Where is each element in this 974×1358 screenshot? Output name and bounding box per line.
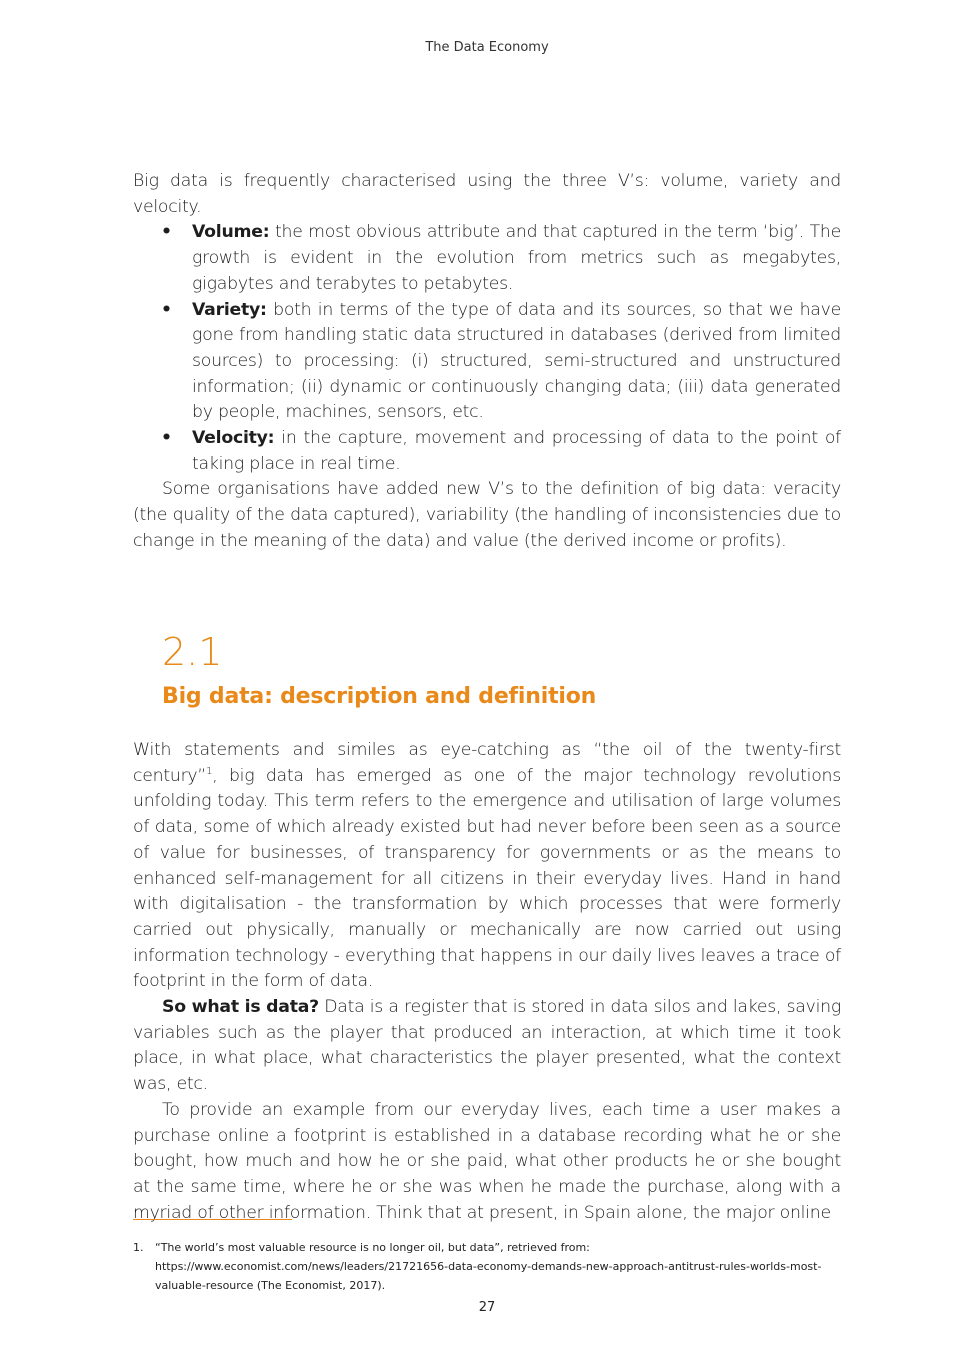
page-number: 27 xyxy=(478,1300,496,1315)
section-number: 2.1 xyxy=(162,630,223,674)
running-header: The Data Economy xyxy=(425,40,549,55)
paragraph-3: To provide an example from our everyday lives, each time a user makes a purchase online a footprint is established in a database recording what he or she bought, how much and how he or she paid, what other products he or she bought at the same time, where he or she was when he made the purchase, along with a myriad of other information. Think that at present, in Spain alone, the major online xyxy=(133,1099,841,1223)
footnote-divider xyxy=(133,1219,292,1220)
footnote-number: 1. xyxy=(133,1241,144,1254)
intro-lead: Big data is frequently characterised using the three V’s: volume, variety and velocity. xyxy=(133,171,841,217)
bullet-icon: • xyxy=(161,299,172,320)
list-item-volume xyxy=(133,220,841,297)
list-item-velocity xyxy=(133,426,841,477)
footnote-ref[interactable]: 1 xyxy=(206,765,213,777)
bullet-term: Velocity: xyxy=(192,428,275,449)
intro-section xyxy=(133,169,841,555)
main-text xyxy=(133,738,841,1226)
paragraph-1 xyxy=(133,738,841,995)
bullet-term: Volume: xyxy=(192,222,270,243)
list-item-variety xyxy=(133,298,841,427)
bullet-text: the most obvious attribute and that captured in the term ‘big’. The growth is evident in the evolution from metrics such as megabytes, gigabytes and terabytes to petabytes. xyxy=(192,222,841,294)
bullet-icon: • xyxy=(161,428,172,449)
paragraph-1-end: , big data has emerged as one of the major technology revolutions unfolding today. This term refers to the emergence and utilisation of large volumes of data, some of which already existed but had never before been seen as a source of value for businesses, of transparency for governments or as the means to enhanced self-management for all citizens in their everyday lives. Hand in hand with digitalisation - the transformation by which processes that were formerly carried out physically, manually or mechanically are now carried out using information technology - everything that happens in our daily lives leaves a trace of footprint in the form of data. xyxy=(133,765,841,992)
bullet-text: in the capture, movement and processing of data to the point of taking place in real time. xyxy=(192,428,841,474)
intro-closing: Some organisations have added new V’s to the definition of big data: veracity (the quality of the data captured), variability (the handling of inconsistencies due to change in the meaning of the data) and value (the derived income or profits). xyxy=(133,479,841,551)
bullet-text: both in terms of the type of data and its sources, so that we have gone from handling static data structured in databases (derived from limited sources) to processing: (i) structured, semi-structured and unstructured information; (ii) dynamic or continuously changing data; (iii) data generated by people, machines, sensors, etc. xyxy=(192,299,841,423)
footnote-text: “The world’s most valuable resource is no longer oil, but data”, retrieved from: https://www.economist.com/news/leaders/21721656-data-economy-demands-new-approach-antitrust-rules-worlds-most-valuable-resource (The Economist, 2017). xyxy=(155,1241,822,1292)
footnote xyxy=(133,1238,845,1295)
paragraph-1-start: With statements and similes as eye-catching as “the oil of the twenty-first century” xyxy=(133,740,841,786)
bullet-icon: • xyxy=(161,222,172,243)
v-list xyxy=(133,220,841,477)
bullet-term: Variety: xyxy=(192,299,267,320)
paragraph-2-text: Data is a register that is stored in data silos and lakes, saving variables such as the player that produced an interaction, at which time it took place, in what place, what characteristics the player presented, what the context was, etc. xyxy=(133,997,841,1095)
paragraph-2 xyxy=(133,995,841,1098)
section-title: Big data: description and definition xyxy=(162,684,597,709)
paragraph-2-lead: So what is data? xyxy=(162,997,319,1018)
